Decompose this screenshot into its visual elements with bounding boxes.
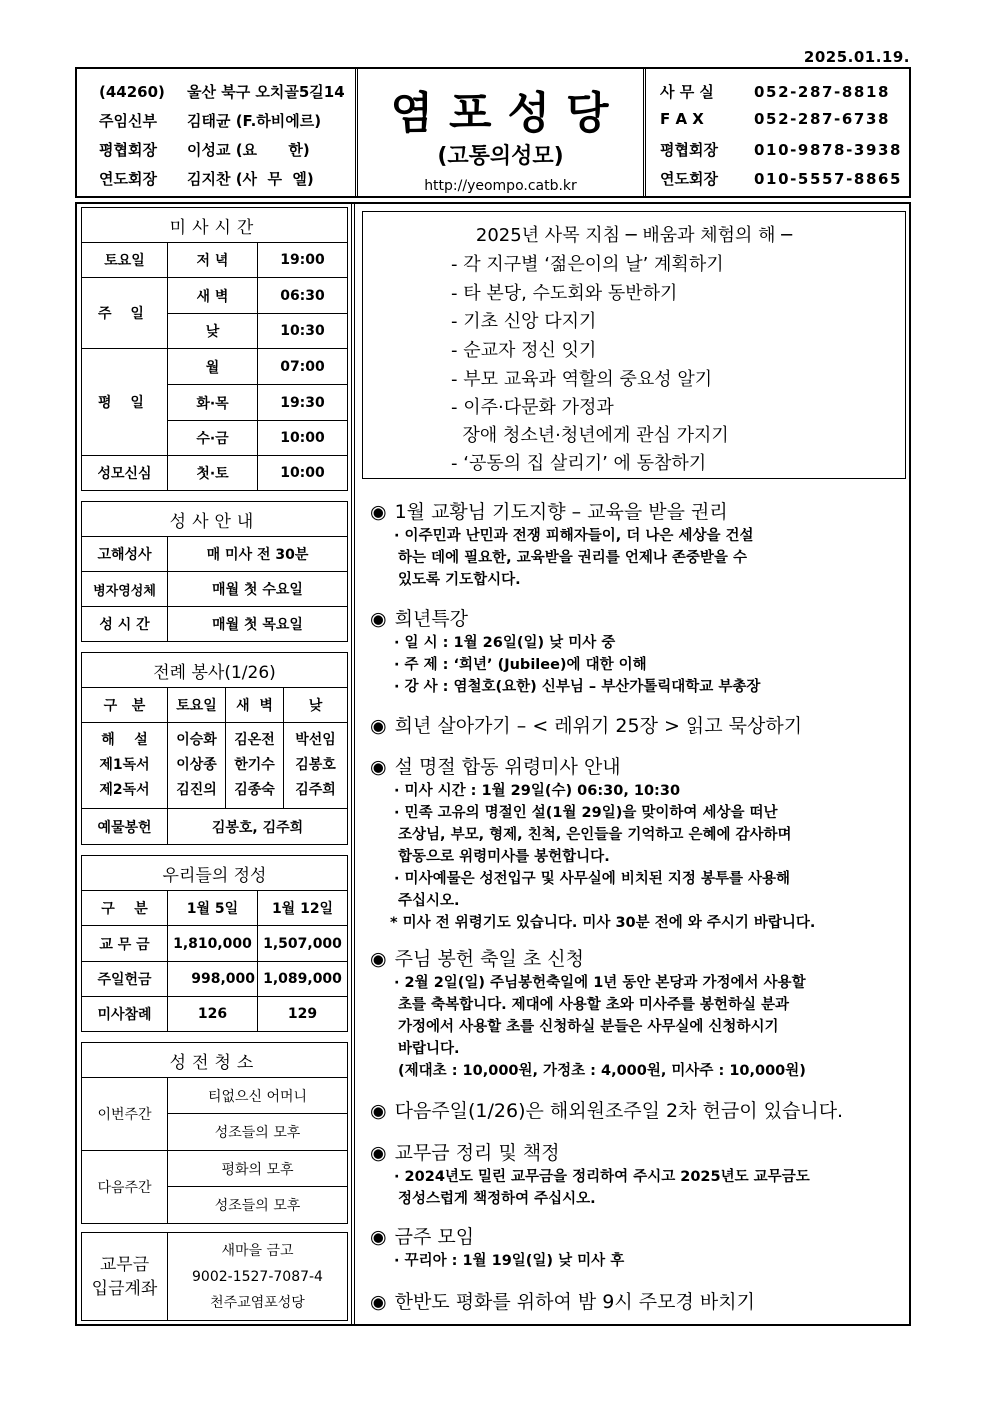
monday-label: 월 (168, 349, 258, 385)
noon-server: 김봉호 (295, 757, 336, 773)
weekday-label: 평 일 (82, 349, 168, 456)
mass-times-title: 미사시간 (82, 208, 348, 243)
holy-hour-value: 매월 첫 목요일 (168, 607, 348, 642)
council-phone-label: 평협회장 (660, 141, 718, 159)
dawn-server: 김종숙 (234, 782, 275, 798)
role-commentator: 해 설 (101, 732, 148, 748)
offering-names: 김봉호, 김주희 (168, 809, 348, 845)
liturgy-header-noon: 낮 (284, 688, 348, 723)
donations-header-week2: 1월 12일 (258, 891, 348, 926)
notice-weekly-meeting (370, 1222, 624, 1272)
contact-info (645, 69, 910, 196)
fax-label: F A X (660, 110, 704, 128)
notice-peace-prayer (370, 1287, 755, 1315)
funeral-phone-label: 연도회장 (660, 170, 718, 188)
notice-prayer-intention (370, 497, 754, 591)
monday-time: 07:00 (258, 349, 348, 385)
notice-line: * 미사 전 위령기도 있습니다. 미사 30분 전에 와 주시기 바랍니다. (390, 915, 816, 931)
notice-line: · 민족 고유의 명절인 설(1월 29일)을 맞이하여 세상을 떠난 (394, 805, 778, 821)
notice-bullet-icon: ◉ (370, 715, 387, 737)
cleaning-next-week-group1: 평화의 모후 (168, 1151, 348, 1187)
cleaning-this-week-group2: 성조들의 모후 (168, 1114, 348, 1151)
sunday-noon-time: 10:30 (258, 314, 348, 349)
goal-item: - 타 본당, 수도회와 동반하기 (451, 283, 678, 304)
office-phone: 052-287-8818 (754, 83, 891, 101)
pastor-name: 김태균 (F.하비에르) (187, 112, 322, 130)
mass-times-table (81, 207, 348, 491)
notice-bullet-icon: ◉ (370, 608, 387, 630)
dawn-server: 김온전 (234, 732, 275, 748)
notice-line: 주십시오. (398, 893, 460, 909)
cleaning-this-week-group1: 티없으신 어머니 (168, 1078, 348, 1114)
notice-line: 하는 데에 필요한, 교육받을 권리를 언제나 존중받을 수 (398, 550, 747, 566)
sacraments-table (81, 501, 348, 642)
postal-code: (44260) (99, 83, 165, 101)
notice-candle-request (370, 944, 806, 1082)
notice-title: 희년 살아가기 – < 레위기 25장 > 읽고 묵상하기 (394, 715, 803, 737)
goal-item: - 기초 신앙 다지기 (451, 311, 597, 332)
notice-line: · 꾸리아 : 1월 19일(일) 낮 미사 후 (394, 1253, 625, 1269)
saturday-server: 이승화 (176, 732, 217, 748)
account-label-2: 입금계좌 (91, 1278, 158, 1299)
confession-label: 고해성사 (82, 537, 168, 572)
notice-title: 한반도 평화를 위하여 밤 9시 주모경 바치기 (394, 1291, 755, 1313)
goal-item: 장애 청소년·청년에게 관심 가지기 (451, 425, 729, 446)
attendance-week2: 129 (258, 997, 348, 1032)
notice-line: 가정에서 사용할 초를 신청하실 분들은 사무실에 신청하시기 (398, 1019, 779, 1035)
fax-number: 052-287-6738 (754, 110, 891, 128)
goal-item: - 각 지구별 ‘젊은이의 날’ 계획하기 (451, 254, 724, 275)
pastoral-goal-box (362, 211, 906, 479)
saturday-server: 김진의 (176, 782, 217, 798)
parish-info (77, 69, 356, 196)
sunday-noon-label: 낮 (168, 314, 258, 349)
saturday-server: 이상종 (176, 757, 217, 773)
church-subtitle: (고통의성모) (437, 144, 564, 169)
notice-line: · 미사 시간 : 1월 29일(수) 06:30, 10:30 (394, 783, 681, 799)
column-divider (351, 202, 355, 1326)
notice-bullet-icon: ◉ (370, 1226, 387, 1248)
liturgy-header-saturday: 토요일 (168, 688, 226, 723)
notice-bullet-icon: ◉ (370, 501, 387, 523)
pastor-label: 주임신부 (99, 112, 157, 130)
account-bank: 새마을 금고 (221, 1242, 294, 1259)
sunday-dawn-time: 06:30 (258, 278, 348, 314)
account-label-1: 교무금 (99, 1254, 150, 1275)
notice-line: 조상님, 부모, 형제, 친척, 은인들을 기억하고 은혜에 감사하며 (398, 827, 792, 843)
notice-jubilee-living (370, 711, 802, 739)
goal-item: - 부모 교육과 역할의 중요성 알기 (451, 369, 713, 390)
tue-thu-label: 화·목 (168, 385, 258, 421)
cleaning-title: 성전청소 (82, 1043, 348, 1078)
bulletin-header (75, 67, 911, 198)
sick-communion-label: 병자영성체 (82, 572, 168, 607)
notice-title: 설 명절 합동 위령미사 안내 (394, 756, 621, 778)
funeral-president-name: 김지찬 (사 무 엘) (187, 170, 314, 188)
donations-title: 우리들의 정성 (82, 856, 348, 891)
dawn-server: 한기수 (234, 757, 275, 773)
notice-jubilee-lecture (370, 604, 760, 698)
donations-header-category: 구 분 (82, 891, 168, 926)
tithe-account-table (81, 1232, 348, 1321)
cleaning-this-week-label: 이번주간 (82, 1078, 168, 1151)
notice-line: (제대초 : 10,000원, 가정초 : 4,000원, 미사주 : 10,000원) (398, 1063, 806, 1079)
sunday-dawn-label: 새 벽 (168, 278, 258, 314)
offering-label: 예물봉헌 (82, 809, 168, 845)
tue-thu-time: 19:30 (258, 385, 348, 421)
saturday-label: 토요일 (82, 243, 168, 278)
notice-title: 주님 봉헌 축일 초 신청 (394, 948, 584, 970)
sunday-collection-week1: 998,000 (168, 962, 258, 997)
cleaning-next-week-label: 다음주간 (82, 1151, 168, 1224)
noon-server: 박선임 (295, 732, 336, 748)
church-name: 염포성당 (390, 88, 625, 139)
account-number: 9002-1527-7087-4 (192, 1268, 323, 1285)
notice-line: · 일 시 : 1월 26일(일) 낮 미사 중 (394, 635, 616, 651)
notice-line: · 이주민과 난민과 전쟁 피해자들이, 더 나은 세상을 건설 (394, 528, 754, 544)
tithe-week2: 1,507,000 (258, 926, 348, 962)
marian-devotion-time: 10:00 (258, 456, 348, 491)
notice-line: 정성스럽게 책정하여 주십시오. (398, 1191, 596, 1207)
saturday-time: 19:00 (258, 243, 348, 278)
liturgy-header-dawn: 새 벽 (226, 688, 284, 723)
notice-line: 있도록 기도합시다. (398, 572, 521, 588)
sunday-label: 주 일 (82, 278, 168, 349)
donations-header-week1: 1월 5일 (168, 891, 258, 926)
notice-title: 다음주일(1/26)은 해외원조주일 2차 헌금이 있습니다. (394, 1100, 844, 1122)
notice-overseas-aid (370, 1096, 843, 1124)
notice-line: 초를 축복합니다. 제대에 사용할 초와 미사주를 봉헌하실 분과 (398, 997, 790, 1013)
notice-tithe (370, 1138, 810, 1210)
office-label: 사 무 실 (660, 83, 714, 101)
attendance-label: 미사참례 (82, 997, 168, 1032)
notice-line: 합동으로 위령미사를 봉헌합니다. (398, 849, 610, 865)
council-phone: 010-9878-3938 (754, 141, 903, 159)
sacraments-title: 성사안내 (82, 502, 348, 537)
funeral-phone: 010-5557-8865 (754, 170, 903, 188)
council-president-label: 평협회장 (99, 141, 157, 159)
church-cleaning-table (81, 1042, 348, 1224)
notice-title: 교무금 정리 및 책정 (394, 1142, 560, 1164)
bulletin-date: 2025.01.19. (803, 48, 910, 66)
church-title-block (357, 69, 644, 196)
marian-devotion-day: 첫·토 (168, 456, 258, 491)
sunday-collection-label: 주일헌금 (82, 962, 168, 997)
liturgy-service-table (81, 652, 348, 845)
notice-line: · 주 제 : ‘희년’ (Jubilee)에 대한 이해 (394, 657, 647, 673)
wed-fri-time: 10:00 (258, 421, 348, 456)
sick-communion-value: 매월 첫 수요일 (168, 572, 348, 607)
donations-table (81, 855, 348, 1032)
address: 울산 북구 오치골5길14 (187, 83, 345, 101)
notice-line: · 미사예물은 성전입구 및 사무실에 비치된 지정 봉투를 사용해 (394, 871, 791, 887)
tithe-label: 교 무 금 (82, 926, 168, 962)
notice-line: · 강 사 : 염철호(요한) 신부님 – 부산가톨릭대학교 부총장 (394, 679, 761, 695)
goal-item: - ‘공동의 집 살리기’ 에 동참하기 (451, 453, 707, 474)
notice-memorial-mass (370, 752, 815, 934)
pastoral-goal-title: 2025년 사목 지침 ─ 배움과 체험의 해 ─ (475, 225, 793, 246)
notice-bullet-icon: ◉ (370, 1291, 387, 1313)
role-first-reading: 제1독서 (99, 757, 150, 773)
cleaning-next-week-group2: 성조들의 모후 (168, 1187, 348, 1224)
notice-bullet-icon: ◉ (370, 948, 387, 970)
saturday-evening-label: 저 녁 (168, 243, 258, 278)
notice-line: · 2월 2일(일) 주님봉헌축일에 1년 동안 본당과 가정에서 사용할 (394, 975, 806, 991)
council-president-name: 이성교 (요 한) (187, 141, 310, 159)
notice-line: 바랍니다. (398, 1041, 460, 1057)
church-url[interactable]: http://yeompo.catb.kr (424, 178, 577, 194)
confession-value: 매 미사 전 30분 (168, 537, 348, 572)
notice-title: 희년특강 (394, 608, 469, 630)
noon-server: 김주희 (295, 782, 336, 798)
liturgy-header-category: 구 분 (82, 688, 168, 723)
notice-bullet-icon: ◉ (370, 1100, 387, 1122)
attendance-week1: 126 (168, 997, 258, 1032)
role-second-reading: 제2독서 (99, 782, 150, 798)
notice-title: 1월 교황님 기도지향 – 교육을 받을 권리 (394, 501, 728, 523)
goal-item: - 이주·다문화 가정과 (451, 397, 614, 418)
holy-hour-label: 성 시 간 (82, 607, 168, 642)
sunday-collection-week2: 1,089,000 (258, 962, 348, 997)
funeral-president-label: 연도회장 (99, 170, 157, 188)
account-holder: 천주교염포성당 (210, 1294, 305, 1311)
tithe-week1: 1,810,000 (168, 926, 258, 962)
goal-item: - 순교자 정신 잇기 (451, 340, 597, 361)
liturgy-title: 전례 봉사(1/26) (82, 653, 348, 688)
notice-bullet-icon: ◉ (370, 1142, 387, 1164)
marian-devotion-label: 성모신심 (82, 456, 168, 491)
notice-line: · 2024년도 밀린 교무금을 정리하여 주시고 2025년도 교무금도 (394, 1169, 810, 1185)
notice-title: 금주 모임 (394, 1226, 475, 1248)
notice-bullet-icon: ◉ (370, 756, 387, 778)
wed-fri-label: 수·금 (168, 421, 258, 456)
